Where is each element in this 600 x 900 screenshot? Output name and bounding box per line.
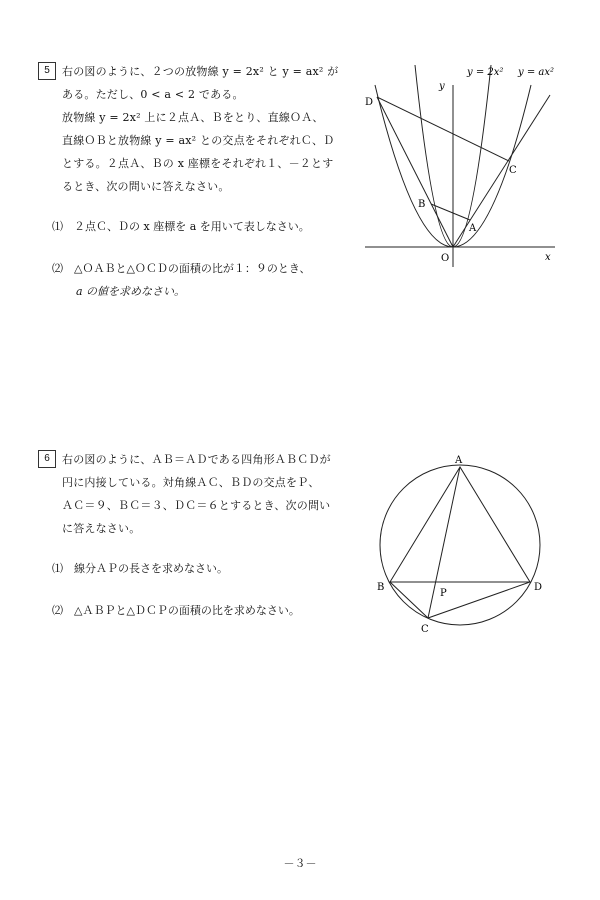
q6-cyclic-quadrilateral-figure bbox=[370, 450, 555, 640]
quadrilateral-abcd bbox=[390, 467, 530, 618]
label-point-p: P bbox=[440, 588, 447, 599]
q6-text-line-4: に答えなさい。 bbox=[62, 522, 141, 535]
label-point-c: C bbox=[421, 624, 429, 635]
label-point-c: C bbox=[509, 165, 517, 176]
q5-subquestion-2-line-1: ⑵ △ＯＡＢと△ＯＣＤの面積の比が１：９のとき、 bbox=[52, 262, 311, 275]
q5-text-line-2: ある。ただし、0 < a < 2 である。 bbox=[62, 88, 244, 101]
q5-parabola-figure bbox=[355, 55, 570, 280]
label-curve-2x2: y = 2x² bbox=[467, 67, 504, 78]
label-y-axis: y bbox=[439, 81, 445, 92]
q6-text-line-2: 円に内接している。対角線ＡＣ、ＢＤの交点をＰ、 bbox=[62, 476, 320, 489]
label-curve-ax2: y = ax² bbox=[518, 67, 554, 78]
label-point-b: B bbox=[418, 199, 426, 210]
label-x-axis: x bbox=[545, 252, 551, 263]
q6-text-line-3: ＡＣ＝９、ＢＣ＝３、ＤＣ＝６とするとき、次の問い bbox=[62, 499, 331, 512]
q5-text-line-3: 放物線 y = 2x² 上に２点Ａ、Ｂをとり、直線ＯＡ、 bbox=[62, 111, 324, 124]
q6-subquestion-2: ⑵ △ＡＢＰと△ＤＣＰの面積の比を求めなさい。 bbox=[52, 604, 300, 617]
q5-text-line-1: 右の図のように、２つの放物線 y = 2x² と y = ax² が bbox=[62, 65, 339, 78]
question-6-number: 6 bbox=[38, 450, 56, 468]
label-point-d: D bbox=[534, 582, 543, 593]
label-point-b: B bbox=[377, 582, 385, 593]
segment-cd bbox=[377, 97, 509, 161]
q5-text-line-4: 直線ＯＢと放物線 y = ax² との交点をそれぞれＣ、Ｄ bbox=[62, 134, 335, 147]
q5-subquestion-2-line-2: a の値を求めなさい。 bbox=[76, 285, 186, 298]
label-point-a: A bbox=[455, 455, 463, 466]
question-5-number: 5 bbox=[38, 62, 56, 80]
q6-text-line-1: 右の図のように、ＡＢ＝ＡＤである四角形ＡＢＣＤが bbox=[62, 453, 331, 466]
line-oc bbox=[453, 95, 550, 247]
label-point-a: A bbox=[469, 223, 477, 234]
q5-text-line-5: とする。２点Ａ、Ｂの x 座標をそれぞれ１、－２とす bbox=[62, 157, 334, 170]
label-point-d: D bbox=[365, 97, 374, 108]
q5-text-line-6: るとき、次の問いに答えなさい。 bbox=[62, 180, 230, 193]
page-number: －３－ bbox=[283, 857, 317, 870]
q6-subquestion-1: ⑴ 線分ＡＰの長さを求めなさい。 bbox=[52, 562, 228, 575]
segment-ab bbox=[431, 204, 470, 220]
circumcircle bbox=[380, 465, 543, 625]
q5-subquestion-1: ⑴ ２点Ｃ、Ｄの x 座標を a を用いて表しなさい。 bbox=[52, 220, 310, 233]
line-od bbox=[377, 97, 453, 247]
label-origin: O bbox=[441, 253, 450, 264]
